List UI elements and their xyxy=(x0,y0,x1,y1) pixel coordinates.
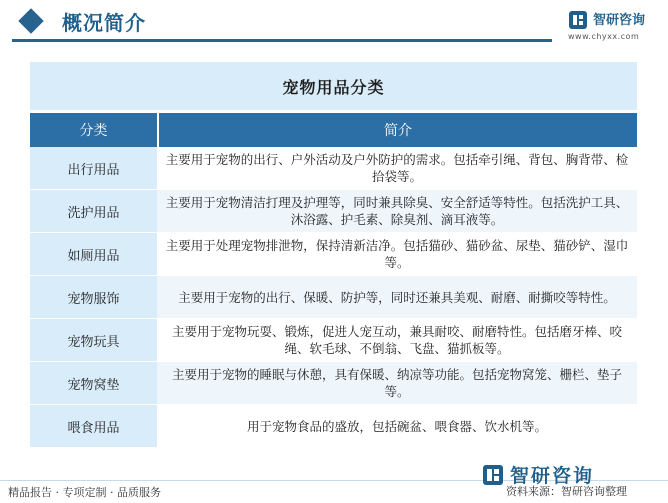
description-cell: 主要用于处理宠物排泄物，保持清新洁净。包括猫砂、猫砂盆、尿垫、猫砂铲、湿巾等。 xyxy=(157,233,637,275)
brand-logo xyxy=(566,8,666,44)
footer-brand: 智研咨询 xyxy=(510,465,595,487)
logo-icon xyxy=(568,10,588,30)
category-cell: 如厕用品 xyxy=(30,233,157,275)
table-title: 宠物用品分类 xyxy=(30,62,637,110)
column-header-category: 分类 xyxy=(30,113,157,147)
table-row xyxy=(30,147,637,190)
category-cell: 洗护用品 xyxy=(30,190,157,232)
description-cell: 主要用于宠物清洁打理及护理等，同时兼具除臭、安全舒适等特性。包括洗护工具、沐浴露、护毛素、除臭剂、滴耳液等。 xyxy=(157,190,637,232)
footer-tagline: 精品报告 · 专项定制 · 品质服务 xyxy=(8,486,161,499)
description-cell: 主要用于宠物的出行、保暖、防护等，同时还兼具美观、耐磨、耐撕咬等特性。 xyxy=(157,276,637,318)
table-row xyxy=(30,362,637,405)
header-divider xyxy=(12,39,552,42)
category-cell: 宠物玩具 xyxy=(30,319,157,361)
page-header xyxy=(0,0,668,46)
data-source-note: 资料来源：智研咨询整理 xyxy=(506,485,627,498)
description-cell: 主要用于宠物玩耍、锻炼，促进人宠互动，兼具耐咬、耐磨特性。包括磨牙棒、咬绳、软毛球、不倒翁、飞盘、猫抓板等。 xyxy=(157,319,637,361)
table-row xyxy=(30,233,637,276)
description-cell: 主要用于宠物的出行、户外活动及户外防护的需求。包括牵引绳、背包、胸背带、检拾袋等。 xyxy=(157,147,637,189)
description-cell: 用于宠物食品的盛放，包括碗盆、喂食器、饮水机等。 xyxy=(157,405,637,447)
category-cell: 喂食用品 xyxy=(30,405,157,447)
column-header-description: 简介 xyxy=(159,113,637,147)
table-row xyxy=(30,190,637,233)
category-cell: 出行用品 xyxy=(30,147,157,189)
logo-url: www.chyxx.com xyxy=(568,32,640,41)
footer-logo-icon xyxy=(482,464,504,486)
category-table xyxy=(30,62,637,448)
table-row xyxy=(30,276,637,319)
category-cell: 宠物窝垫 xyxy=(30,362,157,404)
logo-name: 智研咨询 xyxy=(593,13,646,28)
category-cell: 宠物服饰 xyxy=(30,276,157,318)
table-row xyxy=(30,319,637,362)
description-cell: 主要用于宠物的睡眠与休憩，具有保暖、纳凉等功能。包括宠物窝笼、栅栏、垫子等。 xyxy=(157,362,637,404)
table-row xyxy=(30,405,637,448)
table-header-row xyxy=(30,113,637,147)
diamond-icon xyxy=(18,8,43,33)
page-title: 概况简介 xyxy=(62,11,146,35)
page-footer xyxy=(0,465,668,503)
